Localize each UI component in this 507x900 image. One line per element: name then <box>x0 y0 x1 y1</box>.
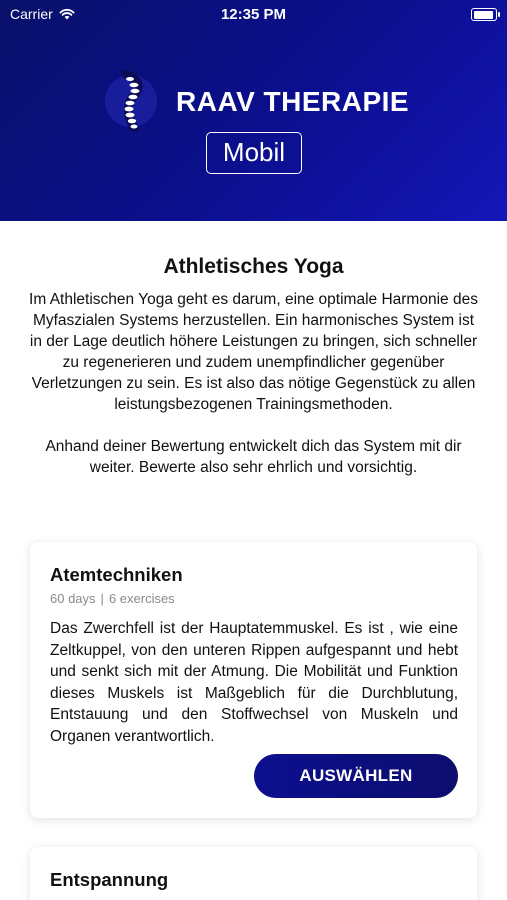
program-title: Atemtechniken <box>50 564 183 585</box>
status-time: 12:35 PM <box>220 6 287 23</box>
intro-text <box>28 289 479 478</box>
program-exercises: 6 exercises <box>108 591 175 606</box>
intro-paragraph: Anhand deiner Bewertung entwickelt dich das System mit dir weiter. Bewerte also sehr ehrlich und vorsichtig. <box>45 438 462 476</box>
meta-separator: | <box>100 591 104 606</box>
carrier-label: Carrier <box>10 6 53 22</box>
status-bar <box>0 0 507 28</box>
select-program-button[interactable]: AUSWÄHLEN <box>254 754 458 798</box>
program-days: 60 days <box>50 591 96 606</box>
battery-icon <box>471 8 497 21</box>
app-header <box>0 0 507 221</box>
brand-title: RAAV THERAPIE <box>176 86 410 117</box>
intro-paragraph: Im Athletischen Yoga geht es darum, eine optimale Harmonie des Myfaszialen Systems herzustellen. Ein harmonisches System ist in der Lage deutlich höhere Leistungen zu bringen, sich schneller zu regenerieren und zudem unempfindlicher gegenüber Verletzungen zu sein. Es ist also das nötige Gegenstück zu allen leistungsbezogenen Trainingsmethoden. <box>29 291 478 413</box>
program-meta <box>50 591 175 606</box>
spine-icon <box>104 70 158 132</box>
program-card[interactable] <box>30 542 477 818</box>
page-title: Athletisches Yoga <box>163 255 344 278</box>
brand-badge: Mobil <box>206 132 302 174</box>
program-card[interactable] <box>30 847 477 900</box>
program-description: Das Zwerchfell ist der Hauptatemmuskel. Es ist , wie eine Zeltkuppel, von den unteren Rippen aufgespannt und hebt und senkt sich mit der Atmung. Die Mobilität und Funktion dieses Muskels ist Maßgeblich für die Durchblutung, Entstauung und den Stoffwechsel von Muskeln und Organen verantwortlich. <box>50 620 458 745</box>
program-title: Entspannung <box>50 869 169 890</box>
main-content[interactable] <box>0 221 507 900</box>
battery-level <box>474 11 493 19</box>
